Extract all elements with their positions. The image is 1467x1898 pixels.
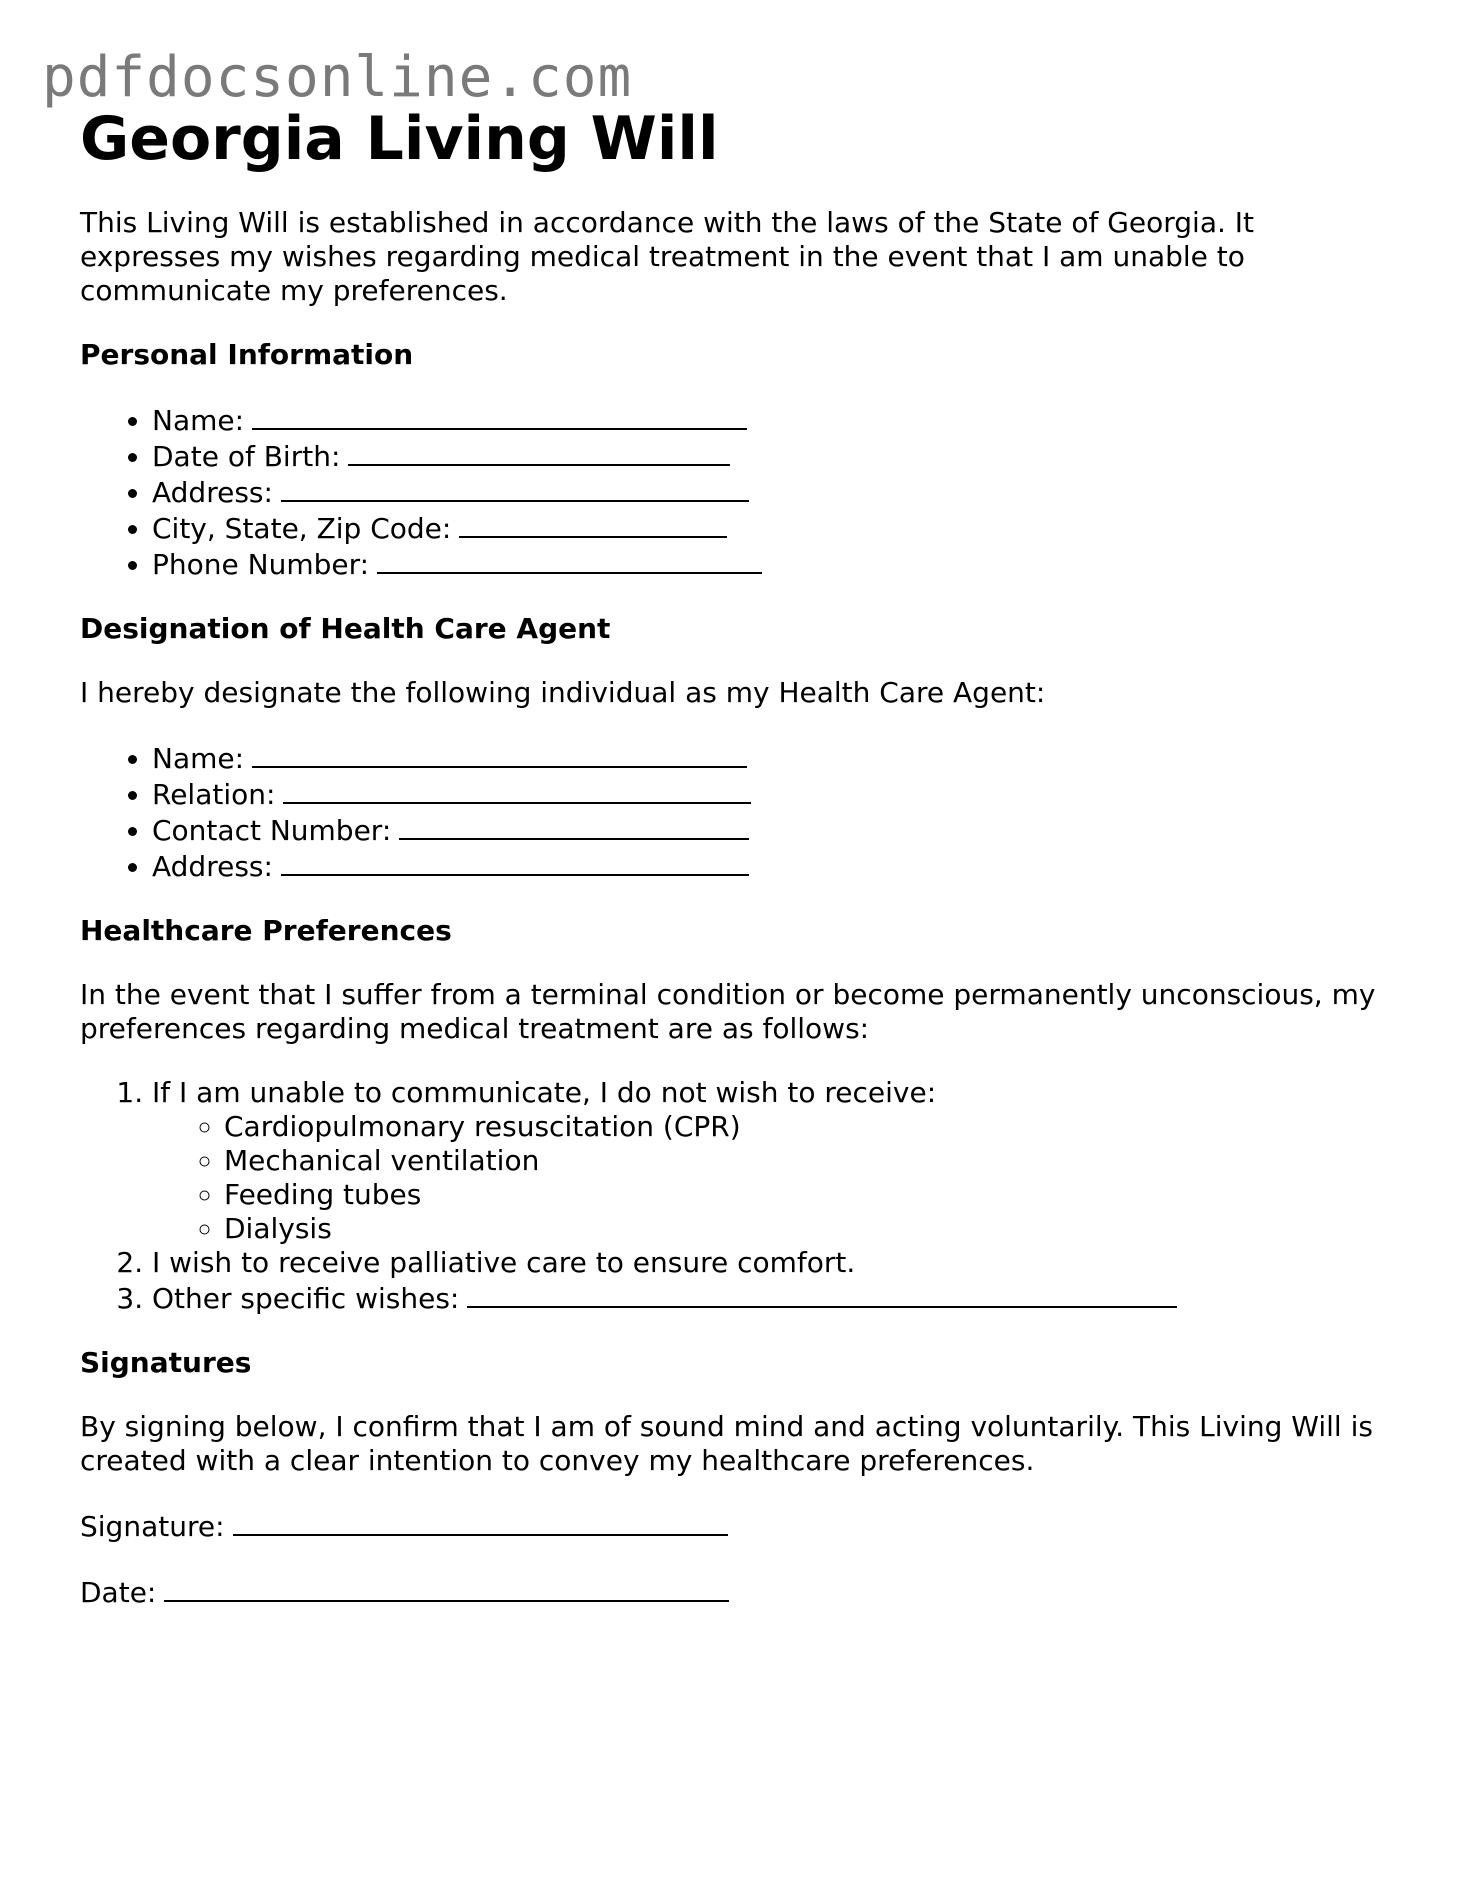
- personal-info-heading: Personal Information: [80, 338, 414, 371]
- field-label: Address:: [152, 850, 273, 883]
- date-row: [80, 1574, 1400, 1610]
- preference-text: Other specific wishes:: [152, 1282, 460, 1315]
- preference-item: [152, 1076, 1400, 1246]
- document-title: Georgia Living Will: [80, 104, 719, 174]
- field-label: Date of Birth:: [152, 440, 341, 473]
- intro-paragraph: This Living Will is established in accordance with the laws of the State of Georgia. It expresses my wishes regarding medical treatment in the event that I am unable to communicate my preferences.: [80, 206, 1255, 307]
- agent-heading: Designation of Health Care Agent: [80, 612, 611, 645]
- field-label: Contact Number:: [152, 814, 392, 847]
- signature-label: Signature:: [80, 1510, 225, 1543]
- field-label: Address:: [152, 476, 273, 509]
- signature-row: [80, 1508, 1400, 1544]
- personal-phone-field: [152, 546, 1400, 582]
- watermark: pdfdocsonline.com: [42, 45, 633, 110]
- declined-treatment-item: ◦ Dialysis: [224, 1212, 1400, 1246]
- dob-blank-line[interactable]: [348, 438, 730, 466]
- preferences-statement: In the event that I suffer from a terminal condition or become permanently unconscious, my preferences regarding medical treatment are as follows:: [80, 978, 1376, 1045]
- agent-list: [80, 740, 1400, 884]
- declined-treatment-item: ◦ Feeding tubes: [224, 1178, 1400, 1212]
- phone-blank-line[interactable]: [377, 546, 762, 574]
- agent-name-blank-line[interactable]: [252, 740, 747, 768]
- preference-item: [152, 1246, 1400, 1280]
- preferences-heading: Healthcare Preferences: [80, 914, 452, 947]
- agent-relation-blank-line[interactable]: [283, 776, 751, 804]
- personal-info-list: [80, 402, 1400, 582]
- personal-dob-field: [152, 438, 1400, 474]
- personal-name-field: [152, 402, 1400, 438]
- personal-city-field: [152, 510, 1400, 546]
- agent-statement: I hereby designate the following individual as my Health Care Agent:: [80, 676, 1046, 709]
- preference-item: [152, 1280, 1400, 1316]
- field-label: Name:: [152, 742, 245, 775]
- city-blank-line[interactable]: [459, 510, 727, 538]
- signature-blank-line[interactable]: [233, 1508, 728, 1536]
- agent-address-field: [152, 848, 1400, 884]
- agent-relation-field: [152, 776, 1400, 812]
- signatures-heading: Signatures: [80, 1346, 252, 1379]
- name-blank-line[interactable]: [252, 402, 747, 430]
- declined-treatment-item: ◦ Cardiopulmonary resuscitation (CPR): [224, 1110, 1400, 1144]
- field-label: Name:: [152, 404, 245, 437]
- agent-address-blank-line[interactable]: [281, 848, 749, 876]
- agent-name-field: [152, 740, 1400, 776]
- date-blank-line[interactable]: [164, 1574, 729, 1602]
- declined-treatment-item: ◦ Mechanical ventilation: [224, 1144, 1400, 1178]
- address-blank-line[interactable]: [281, 474, 749, 502]
- field-label: Relation:: [152, 778, 276, 811]
- preference-text: I wish to receive palliative care to ensure comfort.: [152, 1246, 856, 1279]
- other-wishes-blank-line[interactable]: [467, 1280, 1177, 1308]
- personal-address-field: [152, 474, 1400, 510]
- agent-contact-blank-line[interactable]: [399, 812, 749, 840]
- field-label: Phone Number:: [152, 548, 370, 581]
- signatures-statement: By signing below, I confirm that I am of sound mind and acting voluntarily. This Living Will is created with a clear intention to convey my healthcare preferences.: [80, 1410, 1373, 1477]
- agent-contact-field: [152, 812, 1400, 848]
- preference-text: If I am unable to communicate, I do not wish to receive:: [152, 1076, 937, 1109]
- declined-treatments-list: [152, 1110, 1400, 1246]
- preferences-list: [80, 1076, 1400, 1316]
- date-label: Date:: [80, 1576, 157, 1609]
- document-page: [80, 96, 1400, 1610]
- field-label: City, State, Zip Code:: [152, 512, 452, 545]
